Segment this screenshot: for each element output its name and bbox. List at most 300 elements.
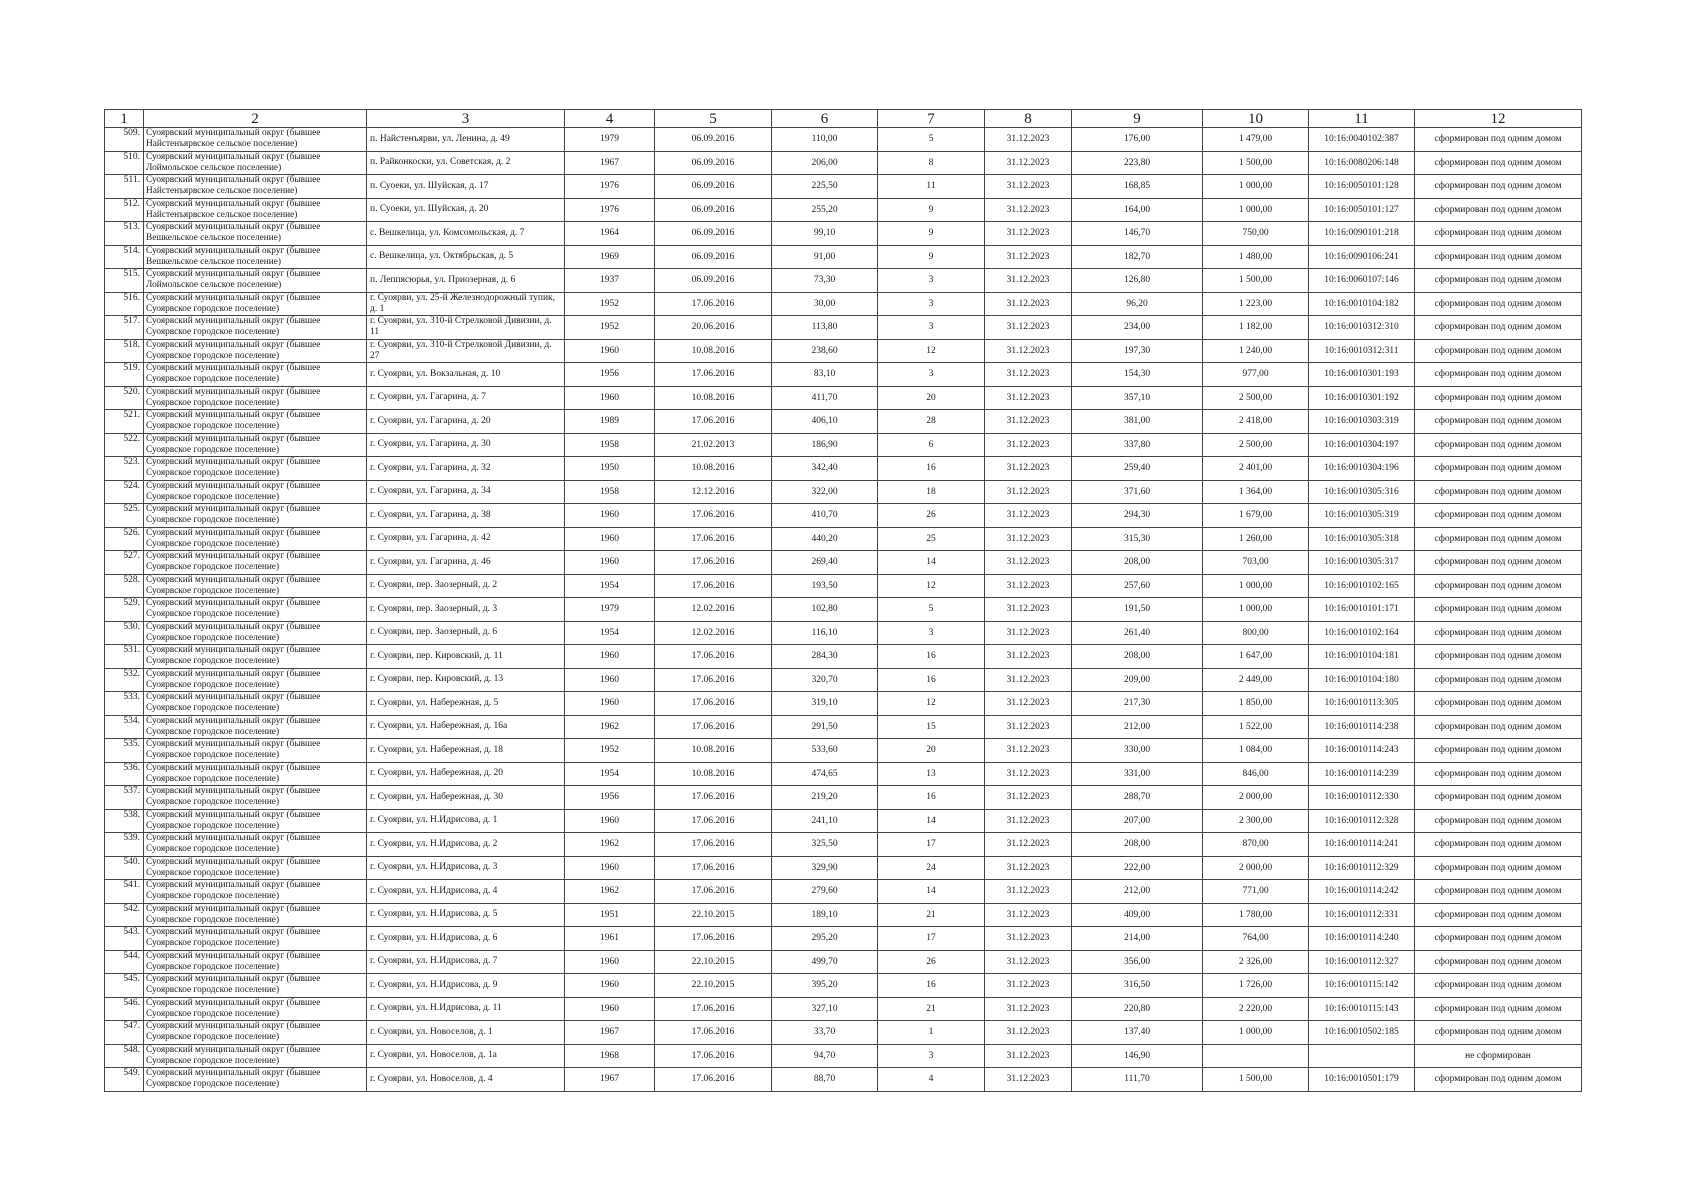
- area-cell: 189,10: [772, 903, 878, 927]
- address-cell: г. Суоярви, ул. Набережная, д. 18: [367, 739, 565, 763]
- residents-cell: 17: [878, 833, 985, 857]
- year-built-cell: 1989: [565, 410, 655, 434]
- value-9-cell: 330,00: [1072, 739, 1203, 763]
- date-cell: 21.02.2013: [655, 433, 772, 457]
- value-9-cell: 168,85: [1072, 175, 1203, 199]
- area-cell: 99,10: [772, 222, 878, 246]
- value-9-cell: 126,80: [1072, 269, 1203, 293]
- municipality-cell: Суоярвский муниципальный округ (бывшее Суоярвское городское поселение): [144, 974, 367, 998]
- cadastral-number-cell: 10:16:0010312:310: [1309, 316, 1415, 340]
- status-cell: сформирован под одним домом: [1415, 1021, 1582, 1045]
- table-row: [105, 269, 1582, 293]
- table-row: [105, 245, 1582, 269]
- area-cell: 83,10: [772, 363, 878, 387]
- cadastral-number-cell: 10:16:0010115:142: [1309, 974, 1415, 998]
- row-number-cell: 526.: [105, 527, 144, 551]
- value-10-cell: 2 326,00: [1203, 950, 1309, 974]
- residents-cell: 21: [878, 997, 985, 1021]
- date-cell: 06.09.2016: [655, 151, 772, 175]
- municipality-cell: Суоярвский муниципальный округ (бывшее Вешкельское сельское поселение): [144, 222, 367, 246]
- row-number-cell: 546.: [105, 997, 144, 1021]
- status-cell: сформирован под одним домом: [1415, 386, 1582, 410]
- row-number-cell: 545.: [105, 974, 144, 998]
- area-cell: 116,10: [772, 621, 878, 645]
- address-cell: п. Суоеки, ул. Шуйская, д. 20: [367, 198, 565, 222]
- year-built-cell: 1964: [565, 222, 655, 246]
- deadline-cell: 31.12.2023: [985, 363, 1072, 387]
- cadastral-number-cell: 10:16:0010102:165: [1309, 574, 1415, 598]
- municipality-cell: Суоярвский муниципальный округ (бывшее Суоярвское городское поселение): [144, 856, 367, 880]
- value-10-cell: 846,00: [1203, 762, 1309, 786]
- date-cell: 17.06.2016: [655, 527, 772, 551]
- value-9-cell: 294,30: [1072, 504, 1203, 528]
- column-header-3: 3: [367, 110, 565, 128]
- cadastral-number-cell: 10:16:0050101:127: [1309, 198, 1415, 222]
- table-row: [105, 151, 1582, 175]
- date-cell: 22.10.2015: [655, 950, 772, 974]
- residents-cell: 21: [878, 903, 985, 927]
- year-built-cell: 1956: [565, 786, 655, 810]
- deadline-cell: 31.12.2023: [985, 339, 1072, 363]
- status-cell: сформирован под одним домом: [1415, 269, 1582, 293]
- deadline-cell: 31.12.2023: [985, 974, 1072, 998]
- residents-cell: 11: [878, 175, 985, 199]
- area-cell: 269,40: [772, 551, 878, 575]
- municipality-cell: Суоярвский муниципальный округ (бывшее Суоярвское городское поселение): [144, 880, 367, 904]
- area-cell: 30,00: [772, 292, 878, 316]
- cadastral-number-cell: 10:16:0010301:193: [1309, 363, 1415, 387]
- value-10-cell: 1 647,00: [1203, 645, 1309, 669]
- municipality-cell: Суоярвский муниципальный округ (бывшее Суоярвское городское поселение): [144, 997, 367, 1021]
- municipality-cell: Суоярвский муниципальный округ (бывшее Вешкельское сельское поселение): [144, 245, 367, 269]
- area-cell: 225,50: [772, 175, 878, 199]
- status-cell: сформирован под одним домом: [1415, 527, 1582, 551]
- year-built-cell: 1954: [565, 621, 655, 645]
- value-9-cell: 316,50: [1072, 974, 1203, 998]
- date-cell: 06.09.2016: [655, 222, 772, 246]
- date-cell: 17.06.2016: [655, 1044, 772, 1068]
- table-body: [105, 128, 1582, 1092]
- cadastral-number-cell: 10:16:0010104:180: [1309, 668, 1415, 692]
- status-cell: сформирован под одним домом: [1415, 997, 1582, 1021]
- residents-cell: 3: [878, 1044, 985, 1068]
- residents-cell: 20: [878, 386, 985, 410]
- value-9-cell: 409,00: [1072, 903, 1203, 927]
- table-row: [105, 339, 1582, 363]
- address-cell: г. Суоярви, ул. Гагарина, д. 34: [367, 480, 565, 504]
- row-number-cell: 523.: [105, 457, 144, 481]
- address-cell: г. Суоярви, ул. Гагарина, д. 7: [367, 386, 565, 410]
- residents-cell: 3: [878, 269, 985, 293]
- deadline-cell: 31.12.2023: [985, 903, 1072, 927]
- year-built-cell: 1969: [565, 245, 655, 269]
- deadline-cell: 31.12.2023: [985, 1068, 1072, 1092]
- deadline-cell: 31.12.2023: [985, 198, 1072, 222]
- cadastral-number-cell: 10:16:0080206:148: [1309, 151, 1415, 175]
- date-cell: 10.08.2016: [655, 339, 772, 363]
- status-cell: сформирован под одним домом: [1415, 950, 1582, 974]
- cadastral-number-cell: 10:16:0090101:218: [1309, 222, 1415, 246]
- area-cell: 342,40: [772, 457, 878, 481]
- table-row: [105, 457, 1582, 481]
- year-built-cell: 1958: [565, 433, 655, 457]
- date-cell: 12.12.2016: [655, 480, 772, 504]
- area-cell: 206,00: [772, 151, 878, 175]
- cadastral-number-cell: 10:16:0010115:143: [1309, 997, 1415, 1021]
- value-10-cell: 2 500,00: [1203, 433, 1309, 457]
- table-row: [105, 175, 1582, 199]
- cadastral-number-cell: 10:16:0010114:243: [1309, 739, 1415, 763]
- area-cell: 73,30: [772, 269, 878, 293]
- year-built-cell: 1960: [565, 997, 655, 1021]
- status-cell: сформирован под одним домом: [1415, 927, 1582, 951]
- row-number-cell: 548.: [105, 1044, 144, 1068]
- address-cell: г. Суоярви, ул. Н.Идрисова, д. 7: [367, 950, 565, 974]
- deadline-cell: 31.12.2023: [985, 151, 1072, 175]
- municipality-cell: Суоярвский муниципальный округ (бывшее Суоярвское городское поселение): [144, 809, 367, 833]
- municipality-cell: Суоярвский муниципальный округ (бывшее Суоярвское городское поселение): [144, 363, 367, 387]
- address-cell: п. Суоеки, ул. Шуйская, д. 17: [367, 175, 565, 199]
- status-cell: сформирован под одним домом: [1415, 598, 1582, 622]
- municipality-cell: Суоярвский муниципальный округ (бывшее Суоярвское городское поселение): [144, 457, 367, 481]
- value-10-cell: 800,00: [1203, 621, 1309, 645]
- date-cell: 06.09.2016: [655, 245, 772, 269]
- year-built-cell: 1960: [565, 856, 655, 880]
- value-10-cell: 1 223,00: [1203, 292, 1309, 316]
- address-cell: г. Суоярви, пер. Заозерный, д. 6: [367, 621, 565, 645]
- row-number-cell: 511.: [105, 175, 144, 199]
- value-10-cell: 2 220,00: [1203, 997, 1309, 1021]
- value-9-cell: 214,00: [1072, 927, 1203, 951]
- status-cell: сформирован под одним домом: [1415, 1068, 1582, 1092]
- cadastral-number-cell: 10:16:0010304:197: [1309, 433, 1415, 457]
- cadastral-number-cell: 10:16:0010305:319: [1309, 504, 1415, 528]
- year-built-cell: 1937: [565, 269, 655, 293]
- area-cell: 102,80: [772, 598, 878, 622]
- row-number-cell: 543.: [105, 927, 144, 951]
- value-10-cell: 750,00: [1203, 222, 1309, 246]
- cadastral-number-cell: 10:16:0050101:128: [1309, 175, 1415, 199]
- row-number-cell: 519.: [105, 363, 144, 387]
- table-header: [105, 110, 1582, 128]
- address-cell: г. Суоярви, пер. Заозерный, д. 2: [367, 574, 565, 598]
- year-built-cell: 1960: [565, 974, 655, 998]
- value-10-cell: 2 418,00: [1203, 410, 1309, 434]
- status-cell: сформирован под одним домом: [1415, 504, 1582, 528]
- municipality-cell: Суоярвский муниципальный округ (бывшее Суоярвское городское поселение): [144, 927, 367, 951]
- municipality-cell: Суоярвский муниципальный округ (бывшее Суоярвское городское поселение): [144, 339, 367, 363]
- value-9-cell: 207,00: [1072, 809, 1203, 833]
- deadline-cell: 31.12.2023: [985, 269, 1072, 293]
- area-cell: 91,00: [772, 245, 878, 269]
- cadastral-number-cell: 10:16:0010312:311: [1309, 339, 1415, 363]
- value-10-cell: 2 000,00: [1203, 786, 1309, 810]
- value-10-cell: 2 449,00: [1203, 668, 1309, 692]
- table-row: [105, 668, 1582, 692]
- residents-cell: 9: [878, 198, 985, 222]
- area-cell: 219,20: [772, 786, 878, 810]
- status-cell: сформирован под одним домом: [1415, 480, 1582, 504]
- residents-cell: 5: [878, 128, 985, 152]
- value-10-cell: 1 000,00: [1203, 198, 1309, 222]
- status-cell: сформирован под одним домом: [1415, 645, 1582, 669]
- value-9-cell: 208,00: [1072, 833, 1203, 857]
- row-number-cell: 512.: [105, 198, 144, 222]
- municipality-cell: Суоярвский муниципальный округ (бывшее Суоярвское городское поселение): [144, 1068, 367, 1092]
- municipality-cell: Суоярвский муниципальный округ (бывшее Найстенъярвское сельское поселение): [144, 175, 367, 199]
- address-cell: г. Суоярви, ул. Новоселов, д. 4: [367, 1068, 565, 1092]
- date-cell: 10.08.2016: [655, 457, 772, 481]
- value-9-cell: 288,70: [1072, 786, 1203, 810]
- date-cell: 17.06.2016: [655, 363, 772, 387]
- row-number-cell: 524.: [105, 480, 144, 504]
- address-cell: г. Суоярви, ул. Н.Идрисова, д. 3: [367, 856, 565, 880]
- residents-cell: 28: [878, 410, 985, 434]
- status-cell: сформирован под одним домом: [1415, 551, 1582, 575]
- value-10-cell: 1 260,00: [1203, 527, 1309, 551]
- residents-cell: 4: [878, 1068, 985, 1092]
- table-row: [105, 762, 1582, 786]
- deadline-cell: 31.12.2023: [985, 1021, 1072, 1045]
- deadline-cell: 31.12.2023: [985, 1044, 1072, 1068]
- row-number-cell: 529.: [105, 598, 144, 622]
- status-cell: сформирован под одним домом: [1415, 739, 1582, 763]
- value-10-cell: 1 679,00: [1203, 504, 1309, 528]
- header-row: [105, 110, 1582, 128]
- municipality-cell: Суоярвский муниципальный округ (бывшее Суоярвское городское поселение): [144, 1044, 367, 1068]
- cadastral-number-cell: 10:16:0010114:240: [1309, 927, 1415, 951]
- table-row: [105, 856, 1582, 880]
- year-built-cell: 1952: [565, 316, 655, 340]
- residents-cell: 8: [878, 151, 985, 175]
- status-cell: не сформирован: [1415, 1044, 1582, 1068]
- municipality-cell: Суоярвский муниципальный округ (бывшее Суоярвское городское поселение): [144, 668, 367, 692]
- cadastral-number-cell: 10:16:0010112:329: [1309, 856, 1415, 880]
- value-10-cell: 1 500,00: [1203, 151, 1309, 175]
- row-number-cell: 532.: [105, 668, 144, 692]
- residents-cell: 1: [878, 1021, 985, 1045]
- date-cell: 10.08.2016: [655, 739, 772, 763]
- municipality-cell: Суоярвский муниципальный округ (бывшее Суоярвское городское поселение): [144, 621, 367, 645]
- deadline-cell: 31.12.2023: [985, 739, 1072, 763]
- status-cell: сформирован под одним домом: [1415, 786, 1582, 810]
- cadastral-number-cell: 10:16:0010114:238: [1309, 715, 1415, 739]
- deadline-cell: 31.12.2023: [985, 175, 1072, 199]
- date-cell: 22.10.2015: [655, 903, 772, 927]
- residents-cell: 17: [878, 927, 985, 951]
- area-cell: 241,10: [772, 809, 878, 833]
- residents-cell: 14: [878, 809, 985, 833]
- row-number-cell: 515.: [105, 269, 144, 293]
- value-10-cell: [1203, 1044, 1309, 1068]
- area-cell: 88,70: [772, 1068, 878, 1092]
- area-cell: 329,90: [772, 856, 878, 880]
- value-9-cell: 137,40: [1072, 1021, 1203, 1045]
- value-10-cell: 2 401,00: [1203, 457, 1309, 481]
- residents-cell: 13: [878, 762, 985, 786]
- value-9-cell: 220,80: [1072, 997, 1203, 1021]
- residents-cell: 25: [878, 527, 985, 551]
- year-built-cell: 1954: [565, 762, 655, 786]
- area-cell: 193,50: [772, 574, 878, 598]
- value-9-cell: 217,30: [1072, 692, 1203, 716]
- date-cell: 17.06.2016: [655, 504, 772, 528]
- residents-cell: 16: [878, 645, 985, 669]
- value-10-cell: 771,00: [1203, 880, 1309, 904]
- residents-cell: 9: [878, 222, 985, 246]
- cadastral-number-cell: 10:16:0010305:316: [1309, 480, 1415, 504]
- status-cell: сформирован под одним домом: [1415, 974, 1582, 998]
- row-number-cell: 537.: [105, 786, 144, 810]
- date-cell: 17.06.2016: [655, 856, 772, 880]
- residents-cell: 3: [878, 363, 985, 387]
- date-cell: 06.09.2016: [655, 269, 772, 293]
- date-cell: 17.06.2016: [655, 645, 772, 669]
- address-cell: г. Суоярви, ул. Гагарина, д. 38: [367, 504, 565, 528]
- cadastral-number-cell: 10:16:0010305:317: [1309, 551, 1415, 575]
- year-built-cell: 1967: [565, 1068, 655, 1092]
- value-9-cell: 356,00: [1072, 950, 1203, 974]
- year-built-cell: 1962: [565, 715, 655, 739]
- address-cell: г. Суоярви, ул. Гагарина, д. 32: [367, 457, 565, 481]
- row-number-cell: 514.: [105, 245, 144, 269]
- area-cell: 325,50: [772, 833, 878, 857]
- table-row: [105, 645, 1582, 669]
- area-cell: 94,70: [772, 1044, 878, 1068]
- area-cell: 395,20: [772, 974, 878, 998]
- year-built-cell: 1960: [565, 504, 655, 528]
- table-row: [105, 1021, 1582, 1045]
- value-9-cell: 209,00: [1072, 668, 1203, 692]
- address-cell: г. Суоярви, ул. Н.Идрисова, д. 5: [367, 903, 565, 927]
- municipality-cell: Суоярвский муниципальный округ (бывшее Суоярвское городское поселение): [144, 292, 367, 316]
- table-row: [105, 433, 1582, 457]
- deadline-cell: 31.12.2023: [985, 410, 1072, 434]
- address-cell: г. Суоярви, ул. 25-й Железнодорожный тупик, д. 1: [367, 292, 565, 316]
- cadastral-number-cell: 10:16:0090106:241: [1309, 245, 1415, 269]
- value-10-cell: 1 000,00: [1203, 598, 1309, 622]
- residents-cell: 9: [878, 245, 985, 269]
- value-10-cell: 1 000,00: [1203, 574, 1309, 598]
- value-9-cell: 331,00: [1072, 762, 1203, 786]
- residents-cell: 3: [878, 292, 985, 316]
- residents-cell: 24: [878, 856, 985, 880]
- residents-cell: 15: [878, 715, 985, 739]
- table-row: [105, 128, 1582, 152]
- year-built-cell: 1958: [565, 480, 655, 504]
- table-row: [105, 786, 1582, 810]
- municipality-cell: Суоярвский муниципальный округ (бывшее Суоярвское городское поселение): [144, 386, 367, 410]
- date-cell: 17.06.2016: [655, 833, 772, 857]
- year-built-cell: 1960: [565, 551, 655, 575]
- year-built-cell: 1961: [565, 927, 655, 951]
- municipality-cell: Суоярвский муниципальный округ (бывшее Суоярвское городское поселение): [144, 410, 367, 434]
- cadastral-number-cell: 10:16:0010104:181: [1309, 645, 1415, 669]
- deadline-cell: 31.12.2023: [985, 551, 1072, 575]
- deadline-cell: 31.12.2023: [985, 692, 1072, 716]
- value-9-cell: 381,00: [1072, 410, 1203, 434]
- status-cell: сформирован под одним домом: [1415, 128, 1582, 152]
- value-9-cell: 164,00: [1072, 198, 1203, 222]
- cadastral-number-cell: 10:16:0010303:319: [1309, 410, 1415, 434]
- date-cell: 20.06.2016: [655, 316, 772, 340]
- address-cell: г. Суоярви, ул. Н.Идрисова, д. 1: [367, 809, 565, 833]
- deadline-cell: 31.12.2023: [985, 668, 1072, 692]
- deadline-cell: 31.12.2023: [985, 997, 1072, 1021]
- deadline-cell: 31.12.2023: [985, 762, 1072, 786]
- value-9-cell: 315,30: [1072, 527, 1203, 551]
- status-cell: сформирован под одним домом: [1415, 363, 1582, 387]
- residents-cell: 16: [878, 457, 985, 481]
- address-cell: г. Суоярви, ул. Гагарина, д. 42: [367, 527, 565, 551]
- deadline-cell: 31.12.2023: [985, 292, 1072, 316]
- deadline-cell: 31.12.2023: [985, 457, 1072, 481]
- year-built-cell: 1960: [565, 809, 655, 833]
- municipality-cell: Суоярвский муниципальный округ (бывшее Суоярвское городское поселение): [144, 480, 367, 504]
- value-10-cell: 2 500,00: [1203, 386, 1309, 410]
- address-cell: п. Леппясюрья, ул. Приозерная, д. 6: [367, 269, 565, 293]
- row-number-cell: 533.: [105, 692, 144, 716]
- date-cell: 17.06.2016: [655, 880, 772, 904]
- area-cell: 255,20: [772, 198, 878, 222]
- residents-cell: 14: [878, 880, 985, 904]
- area-cell: 320,70: [772, 668, 878, 692]
- address-cell: г. Суоярви, пер. Заозерный, д. 3: [367, 598, 565, 622]
- value-10-cell: 1 500,00: [1203, 269, 1309, 293]
- municipality-cell: Суоярвский муниципальный округ (бывшее Суоярвское городское поселение): [144, 527, 367, 551]
- status-cell: сформирован под одним домом: [1415, 880, 1582, 904]
- address-cell: г. Суоярви, ул. 310-й Стрелковой Дивизии, д. 27: [367, 339, 565, 363]
- cadastral-number-cell: 10:16:0010501:179: [1309, 1068, 1415, 1092]
- value-9-cell: 191,50: [1072, 598, 1203, 622]
- residents-cell: 12: [878, 339, 985, 363]
- table-row: [105, 715, 1582, 739]
- municipality-cell: Суоярвский муниципальный округ (бывшее Суоярвское городское поселение): [144, 433, 367, 457]
- column-header-4: 4: [565, 110, 655, 128]
- status-cell: сформирован под одним домом: [1415, 574, 1582, 598]
- status-cell: сформирован под одним домом: [1415, 410, 1582, 434]
- value-10-cell: 977,00: [1203, 363, 1309, 387]
- cadastral-number-cell: 10:16:0010101:171: [1309, 598, 1415, 622]
- status-cell: сформирован под одним домом: [1415, 175, 1582, 199]
- date-cell: 17.06.2016: [655, 692, 772, 716]
- year-built-cell: 1954: [565, 574, 655, 598]
- year-built-cell: 1979: [565, 128, 655, 152]
- row-number-cell: 531.: [105, 645, 144, 669]
- year-built-cell: 1960: [565, 692, 655, 716]
- value-10-cell: 1 726,00: [1203, 974, 1309, 998]
- column-header-11: 11: [1309, 110, 1415, 128]
- table-row: [105, 833, 1582, 857]
- value-9-cell: 208,00: [1072, 551, 1203, 575]
- cadastral-number-cell: 10:16:0010502:185: [1309, 1021, 1415, 1045]
- residents-cell: 26: [878, 504, 985, 528]
- row-number-cell: 538.: [105, 809, 144, 833]
- address-cell: г. Суоярви, ул. Новоселов, д. 1: [367, 1021, 565, 1045]
- municipality-cell: Суоярвский муниципальный округ (бывшее Лоймольское сельское поселение): [144, 269, 367, 293]
- row-number-cell: 518.: [105, 339, 144, 363]
- row-number-cell: 527.: [105, 551, 144, 575]
- year-built-cell: 1960: [565, 386, 655, 410]
- value-9-cell: 337,80: [1072, 433, 1203, 457]
- column-header-10: 10: [1203, 110, 1309, 128]
- date-cell: 17.06.2016: [655, 1021, 772, 1045]
- table-row: [105, 621, 1582, 645]
- area-cell: 440,20: [772, 527, 878, 551]
- date-cell: 17.06.2016: [655, 786, 772, 810]
- status-cell: сформирован под одним домом: [1415, 339, 1582, 363]
- value-10-cell: 1 850,00: [1203, 692, 1309, 716]
